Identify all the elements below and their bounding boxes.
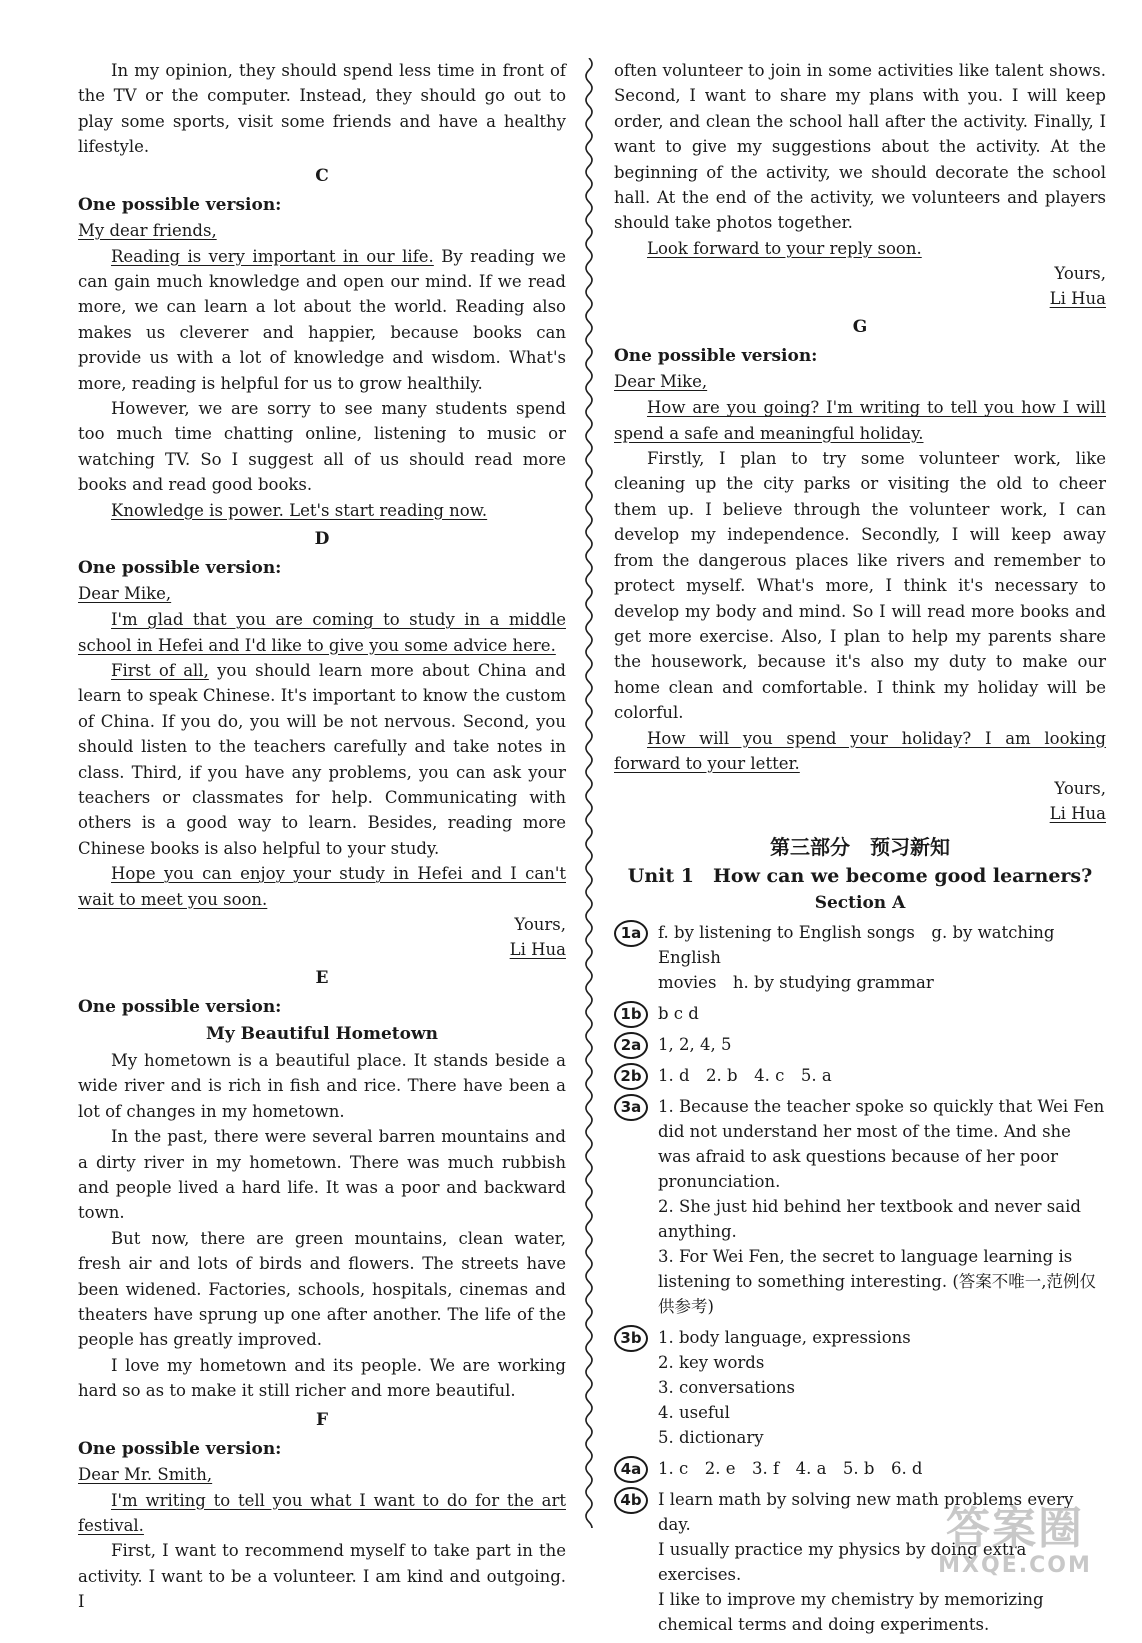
possible-version-label: One possible version:: [78, 996, 282, 1017]
essay-paragraph: [78, 607, 566, 658]
transition-phrase: First of all,: [111, 660, 209, 680]
essay-paragraph: But now, there are green mountains, clean water, fresh air and lots of birds and flowers. The streets have been widened. Factories, schools, hospitals, cinemas and theaters have sprung up one after another. The life of the people has greatly improved.: [78, 1228, 566, 1350]
signature-name: [614, 801, 1106, 826]
answer-line: I usually practice my physics by doing extra exercises.: [658, 1540, 1027, 1585]
exercise-answer: [614, 1032, 1106, 1057]
salutation: Dear Mike,: [614, 372, 708, 392]
section-letter-d: D: [314, 529, 330, 550]
answer-line: 5. dictionary: [658, 1428, 764, 1448]
closing-sentence: Knowledge is power. Let's start reading now.: [111, 500, 488, 520]
answer-line: 4. useful: [658, 1403, 730, 1423]
exercise-answer: [614, 1325, 1106, 1450]
left-column: [78, 58, 566, 1615]
answer-line: 3. For Wei Fen, the secret to language learning is listening to something interesting. (答案不唯一,范例仅供参考): [658, 1247, 1097, 1317]
exercise-answer: [614, 1094, 1106, 1319]
sign-off: Yours,: [1054, 779, 1106, 799]
essay-paragraph: My hometown is a beautiful place. It stands beside a wide river and is rich in fish and rice. There have been a lot of changes in my hometown.: [78, 1050, 566, 1121]
essay-paragraph: However, we are sorry to see many students spend too much time chatting online, listening to music or watching TV. So I suggest all of us should read more books and read good books.: [78, 399, 566, 495]
answer-line: f. by listening to English songs g. by watching English: [658, 923, 1055, 968]
opening-sentence: I'm glad that you are coming to study in a middle school in Hefei and I'd like to give you some advice here.: [78, 610, 566, 655]
exercise-answer: [614, 1063, 1106, 1088]
answer-line: 3. conversations: [658, 1378, 796, 1398]
section-letter-f: F: [315, 1409, 329, 1430]
section-letter-e: E: [315, 967, 329, 988]
essay-paragraph: [614, 395, 1106, 446]
answer-line: I learn math by solving new math problems every day.: [658, 1490, 1074, 1535]
exercise-number-badge: 4a: [614, 1456, 648, 1483]
paragraph-text: you should learn more about China and learn to speak Chinese. It's important to know the custom of China. If you do, you will be not nervous. Second, you should listen to the teachers carefully and take notes in class. Third, if you have any problems, you can ask your teachers or classmates for help. Communicating with others is a good way to learn. Besides, reading more Chinese books is also helpful to your study.: [78, 660, 566, 858]
section-letter-g: G: [852, 317, 868, 338]
salutation: Dear Mike,: [78, 584, 172, 604]
right-column: [614, 58, 1106, 1643]
answer-line: I like to improve my chemistry by memorizing chemical terms and doing experiments.: [658, 1590, 1044, 1635]
signature-name: [78, 937, 566, 962]
essay-paragraph: [78, 244, 566, 396]
essay-paragraph: First, I want to recommend myself to take part in the activity. I want to be a volunteer. I am kind and outgoing. I: [78, 1541, 566, 1612]
salutation: Dear Mr. Smith,: [78, 1464, 213, 1484]
essay-paragraph: In the past, there were several barren mountains and a dirty river in my hometown. There was much rubbish and people lived a hard life. It was a poor and backward town.: [78, 1127, 566, 1223]
possible-version-label: One possible version:: [78, 558, 282, 579]
exercise-number-badge: 1a: [614, 920, 648, 947]
essay-paragraph: [78, 658, 566, 861]
answer-line: movies h. by studying grammar: [658, 973, 934, 993]
watermark: [910, 1504, 1120, 1578]
essay-paragraph: [78, 498, 566, 523]
answer-line: 1. body language, expressions: [658, 1328, 911, 1348]
exercise-number-badge: 2a: [614, 1032, 648, 1059]
exercise-number-badge: 2b: [614, 1063, 648, 1090]
closing-sentence: Look forward to your reply soon.: [647, 238, 922, 258]
opening-sentence: How are you going? I'm writing to tell you how I will spend a safe and meaningful holiday.: [614, 398, 1106, 443]
exercise-number-badge: 1b: [614, 1001, 648, 1028]
section-title: Section A: [814, 893, 906, 914]
part-title: 第三部分 预习新知: [770, 835, 950, 860]
unit-title: Unit 1 How can we become good learners?: [627, 865, 1093, 888]
opening-sentence: I'm writing to tell you what I want to do for the art festival.: [78, 1490, 566, 1536]
exercise-number-badge: 4b: [614, 1487, 648, 1514]
signature-name-text: Li Hua: [1049, 804, 1106, 824]
essay-paragraph: [614, 236, 1106, 261]
intro-paragraph: In my opinion, they should spend less time in front of the TV or the computer. Instead, they should go out to play some sports, visit some friends and have a healthy lifestyle.: [78, 61, 566, 157]
topic-sentence: Reading is very important in our life.: [111, 246, 434, 266]
exercise-answer: [614, 1001, 1106, 1026]
answer-line: 1. Because the teacher spoke so quickly that Wei Fen did not understand her most of the time. And she was afraid to ask questions because of her poor pronunciation.: [658, 1097, 1105, 1192]
possible-version-label: One possible version:: [78, 194, 282, 215]
essay-paragraph: [614, 726, 1106, 777]
signature-name-text: Li Hua: [1049, 289, 1106, 309]
exercise-answer: [614, 920, 1106, 995]
essay-paragraph: Firstly, I plan to try some volunteer work, like cleaning up the city parks or visiting the old to cheer them up. I believe through the volunteer work, I can develop my independence. Secondly, I will keep away from the dangerous places like rivers and remember to protect myself. What's more, I think it's necessary to develop my body and mind. So I will read more books and get more exercise. Also, I plan to help my parents share the housework, because it's also my duty to make our home clean and comfortable. I think my holiday will be colorful.: [614, 449, 1106, 723]
signature-name: [614, 286, 1106, 311]
column-divider: [582, 58, 596, 1528]
answer-line: 1. d 2. b 4. c 5. a: [658, 1066, 832, 1086]
salutation: My dear friends,: [78, 220, 217, 240]
sign-off: Yours,: [1054, 264, 1106, 284]
exercise-answer: [614, 1456, 1106, 1481]
answer-line: 1, 2, 4, 5: [658, 1035, 732, 1055]
closing-sentence: How will you spend your holiday? I am looking forward to your letter.: [614, 728, 1106, 773]
signature-name-text: Li Hua: [509, 939, 566, 959]
essay-title: My Beautiful Hometown: [206, 1023, 438, 1044]
exercise-number-badge: 3b: [614, 1325, 648, 1352]
answer-line: 2. key words: [658, 1353, 765, 1373]
watermark-url: MXQE.COM: [938, 1553, 1092, 1578]
essay-paragraph: often volunteer to join in some activities like talent shows. Second, I want to share my plans with you. I will keep order, and clean the school hall after the activity. Finally, I want to give my suggestions about the activity. At the beginning of the activity, we should decorate the school hall. At the end of the activity, we volunteers and players should take photos together.: [614, 61, 1106, 233]
answer-line: 2. She just hid behind her textbook and never said anything.: [658, 1197, 1081, 1242]
section-letter-c: C: [315, 165, 329, 186]
possible-version-label: One possible version:: [78, 1438, 282, 1459]
paragraph-text: By reading we can gain much knowledge and open our mind. If we read more, we can learn a lot about the world. Reading also makes us cleverer and happier, because books can provide us with a lot of knowledge and wisdom. What's more, reading is helpful for us to grow healthily.: [78, 246, 566, 393]
possible-version-label: One possible version:: [614, 346, 818, 367]
sign-off: Yours,: [514, 914, 566, 934]
answer-line: b c d: [658, 1004, 699, 1024]
essay-paragraph: [78, 1488, 566, 1539]
answer-line: 1. c 2. e 3. f 4. a 5. b 6. d: [658, 1459, 923, 1479]
exercise-number-badge: 3a: [614, 1094, 648, 1121]
watermark-logo-text: 答案圈: [946, 1503, 1084, 1554]
closing-sentence: Hope you can enjoy your study in Hefei and I can't wait to meet you soon.: [78, 864, 566, 909]
essay-paragraph: [78, 861, 566, 912]
essay-paragraph: I love my hometown and its people. We are working hard so as to make it still richer and more beautiful.: [78, 1355, 566, 1401]
